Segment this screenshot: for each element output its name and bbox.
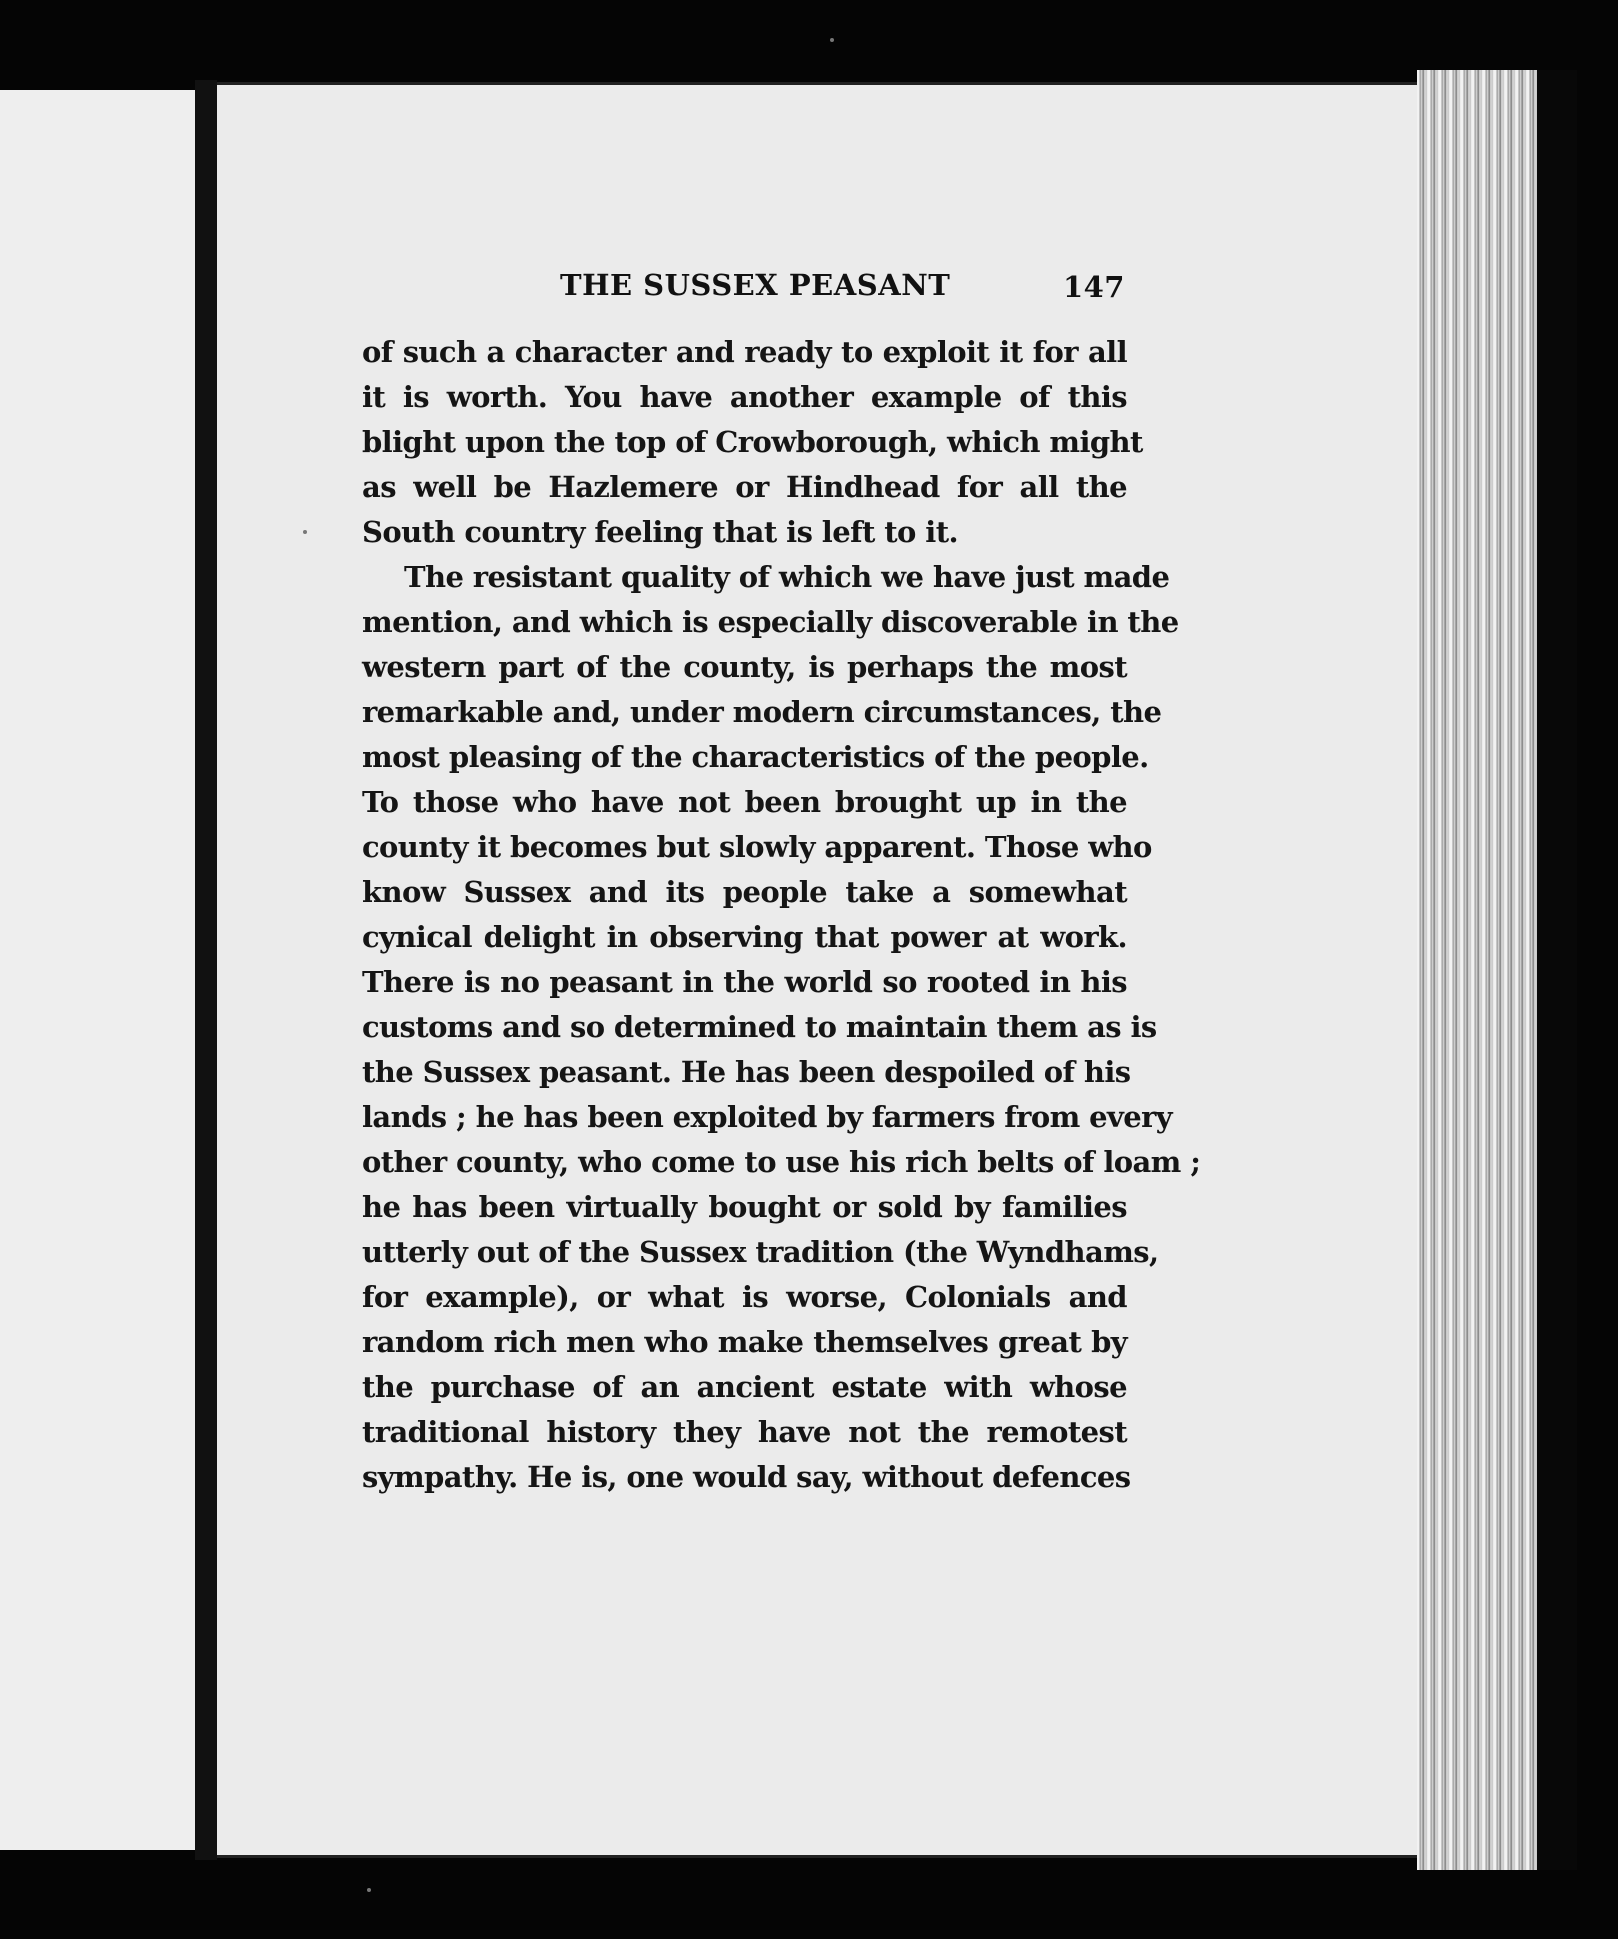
text-line: customs and so determined to maintain them as is: [362, 1010, 1157, 1044]
text-line: cynical delight in observing that power at work.: [362, 920, 1127, 954]
running-head: [560, 268, 1125, 312]
text-line: western part of the county, is perhaps the most: [362, 650, 1127, 684]
text-line: as well be Hazlemere or Hindhead for all the: [362, 470, 1127, 504]
text-line: he has been virtually bought or sold by families: [362, 1190, 1127, 1224]
text-line: There is no peasant in the world so rooted in his: [362, 965, 1127, 999]
text-line: most pleasing of the characteristics of the people.: [362, 740, 1149, 774]
text-line: sympathy. He is, one would say, without defences: [362, 1460, 1131, 1494]
text-line: the purchase of an ancient estate with whose: [362, 1370, 1127, 1404]
text-line: The resistant quality of which we have just made: [404, 560, 1170, 594]
text-line: To those who have not been brought up in the: [362, 785, 1127, 819]
body-text: [362, 330, 1201, 1500]
page-block-edges: [1417, 70, 1537, 1870]
text-line: county it becomes but slowly apparent. Those who: [362, 830, 1152, 864]
page-number: 147: [1062, 270, 1125, 304]
text-line: South country feeling that is left to it.: [362, 515, 958, 549]
text-line: utterly out of the Sussex tradition (the Wyndhams,: [362, 1235, 1159, 1269]
running-head-title: THE SUSSEX PEASANT: [560, 268, 951, 302]
text-line: know Sussex and its people take a somewhat: [362, 875, 1127, 909]
text-line: blight upon the top of Crowborough, which might: [362, 425, 1143, 459]
text-line: random rich men who make themselves great by: [362, 1325, 1127, 1359]
scan-speck: [830, 38, 834, 42]
text-line: the Sussex peasant. He has been despoiled of his: [362, 1055, 1131, 1089]
book-gutter: [195, 80, 217, 1860]
text-line: remarkable and, under modern circumstances, the: [362, 695, 1162, 729]
scan-speck: [367, 1888, 371, 1892]
text-line: lands ; he has been exploited by farmers from every: [362, 1100, 1173, 1134]
text-line: other county, who come to use his rich belts of loam ;: [362, 1145, 1201, 1179]
text-line: of such a character and ready to exploit it for all: [362, 335, 1127, 369]
text-line: traditional history they have not the remotest: [362, 1415, 1127, 1449]
scan-speck: [303, 530, 307, 534]
facing-page-edge: [0, 90, 195, 1850]
text-line: for example), or what is worse, Colonials and: [362, 1280, 1127, 1314]
text-line: it is worth. You have another example of this: [362, 380, 1127, 414]
text-line: mention, and which is especially discoverable in the: [362, 605, 1179, 639]
